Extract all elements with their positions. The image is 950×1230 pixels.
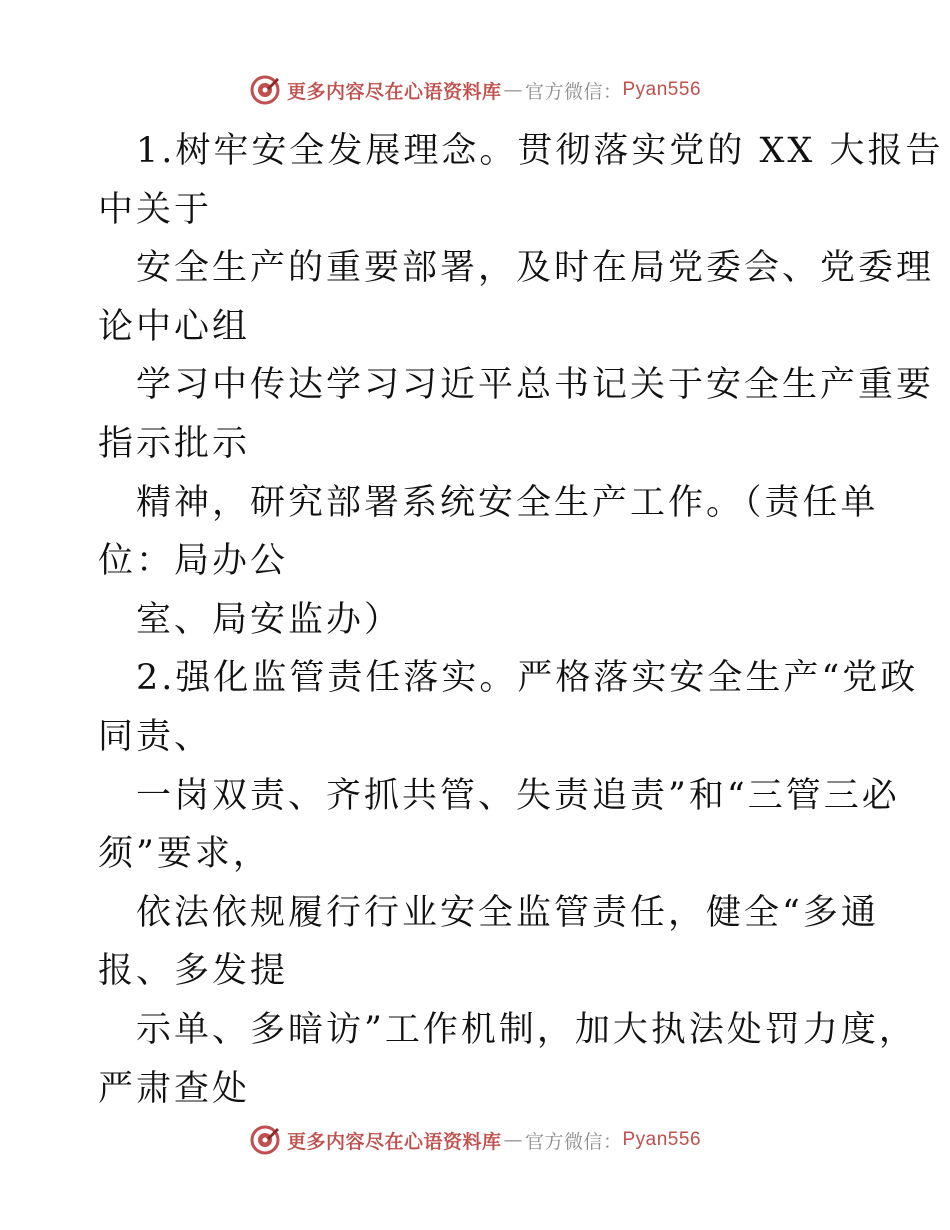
watermark-wechat-id: Pyan556 [622, 79, 702, 100]
body-text-line: 安全生产的重要部署，及时在局党委会、党委理 [136, 248, 935, 289]
watermark-wechat-label: 官方微信： [524, 80, 623, 103]
body-text-line: 2.强化监管责任落实。严格落实安全生产“党政 [136, 658, 919, 699]
body-text-line: 示单、多暗访”工作机制，加大执法处罚力度， [136, 1009, 917, 1050]
document-body [98, 122, 944, 1118]
body-text-line: 论中心组 [98, 306, 251, 347]
watermark-text: 更多内容尽在心语资料库 [286, 1130, 502, 1153]
body-text-line: 指示批示 [98, 423, 251, 464]
watermark-wechat-label: 官方微信： [524, 1130, 623, 1153]
body-text-line: 中关于 [98, 189, 213, 230]
body-text-line: 依法依规履行行业安全监管责任，健全“多通 [136, 892, 879, 933]
body-text-line: 同责、 [98, 716, 213, 757]
watermark-text: 更多内容尽在心语资料库 [286, 80, 502, 103]
pen-logo-icon [249, 74, 281, 106]
body-text-line: 精神，研究部署系统安全生产工作。（责任单 [136, 482, 879, 523]
body-text-line: 学习中传达学习习近平总书记关于安全生产重要 [136, 365, 935, 406]
body-text-line: 位：局办公 [98, 541, 289, 582]
watermark-separator: — [503, 79, 523, 101]
watermark-separator: — [503, 1129, 523, 1151]
pen-logo-icon [249, 1124, 281, 1156]
footer-watermark [0, 1122, 950, 1158]
body-text-line: 严肃查处 [98, 1068, 251, 1109]
header-watermark [0, 72, 950, 108]
body-text-line: 须”要求， [98, 834, 271, 875]
body-text-line: 1.树牢安全发展理念。贯彻落实党的 XX 大报告 [136, 131, 944, 171]
body-text-line: 室、局安监办） [136, 599, 403, 640]
body-text-line: 一岗双责、齐抓共管、失责追责”和“三管三必 [136, 775, 900, 816]
body-text-line: 报、多发提 [98, 951, 289, 992]
watermark-wechat-id: Pyan556 [622, 1129, 702, 1150]
